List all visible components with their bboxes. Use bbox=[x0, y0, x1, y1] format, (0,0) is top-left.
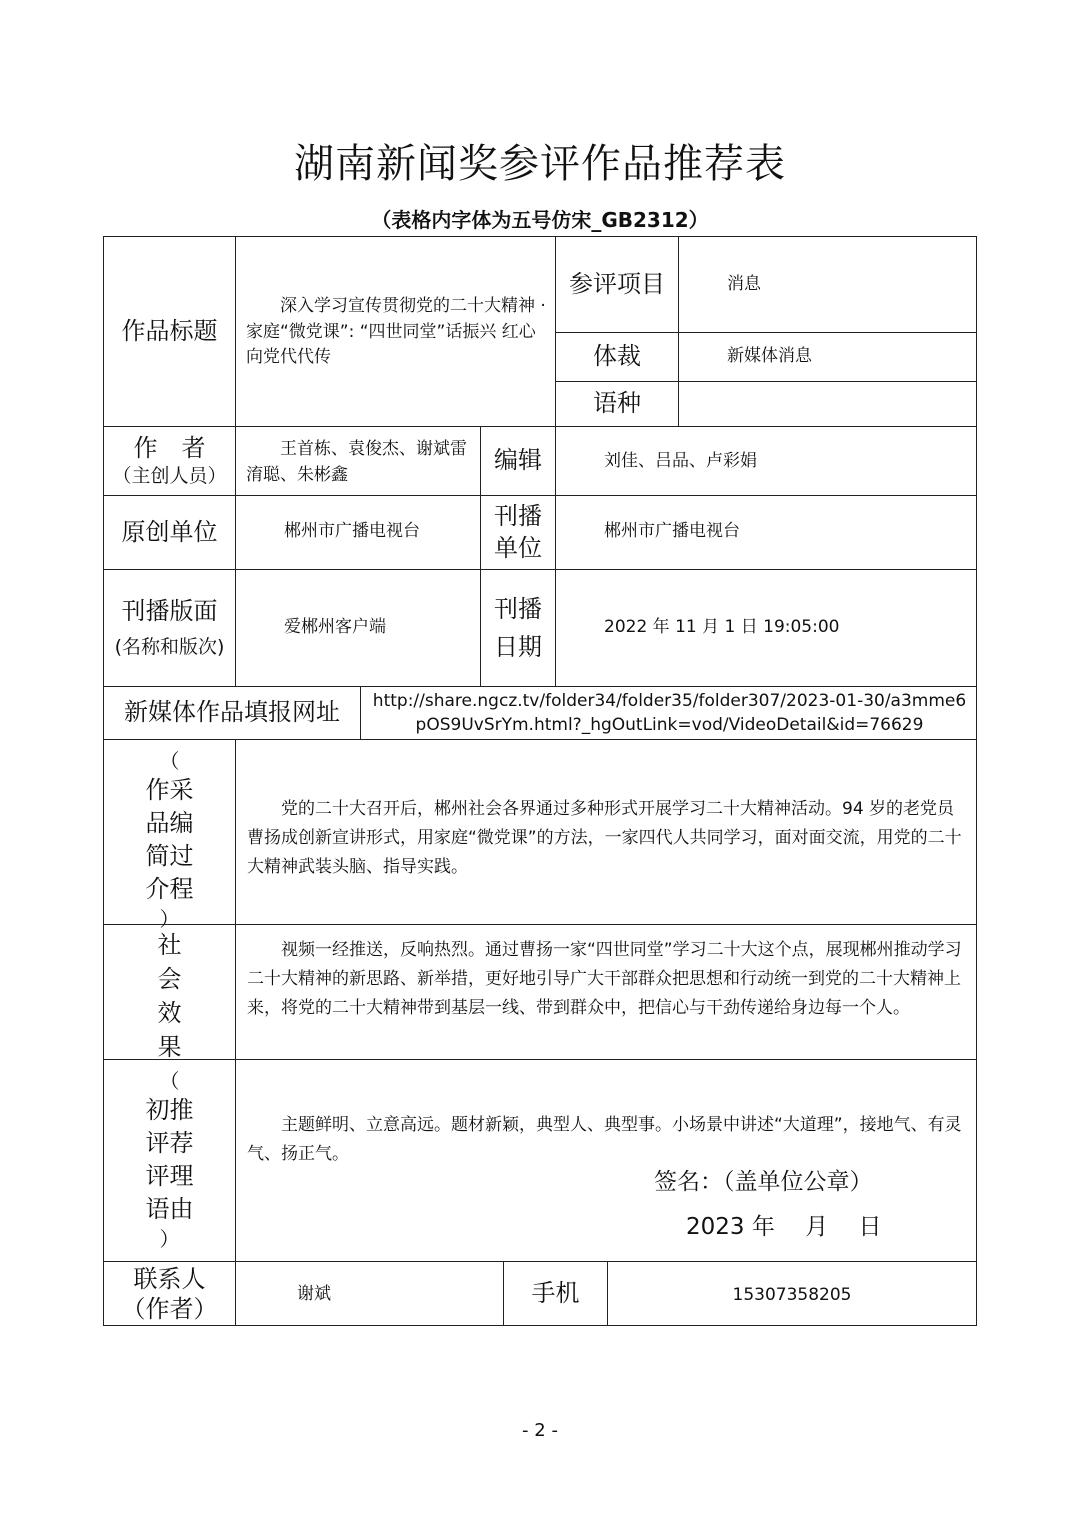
effect-label-line: 效 bbox=[157, 999, 182, 1027]
genre-label: 体裁 bbox=[593, 342, 641, 371]
publish-date-label-2: 日期 bbox=[494, 633, 542, 661]
effect-label-line: 会 bbox=[157, 965, 182, 993]
sign-date: 2023 年 月 日 bbox=[686, 1214, 882, 1240]
page-title: 湖南新闻奖参评作品推荐表 bbox=[294, 141, 786, 187]
page-subtitle: （表格内字体为五号仿宋_GB2312） bbox=[371, 208, 709, 232]
publish-unit-label-2: 单位 bbox=[494, 533, 542, 562]
reason-label-line: 语由 bbox=[145, 1195, 194, 1223]
contact-label-2: （作者） bbox=[121, 1294, 218, 1323]
language-label: 语种 bbox=[593, 389, 641, 418]
reason-label bbox=[104, 1068, 235, 1252]
process-label bbox=[104, 748, 235, 932]
original-unit-label: 原创单位 bbox=[121, 517, 218, 546]
phone-value: 15307358205 bbox=[732, 1285, 852, 1305]
effect-label-line: 果 bbox=[157, 1033, 182, 1061]
signature-line: 签名：（盖单位公章） bbox=[654, 1169, 873, 1195]
publish-unit-value: 郴州市广播电视台 bbox=[604, 521, 740, 541]
work-title-value: 深入学习宣传贯彻党的二十大精神 ·家庭“微党课”: “四世同堂”话振兴 红心向党代代传 bbox=[246, 296, 546, 367]
url-value[interactable]: http://share.ngcz.tv/folder34/folder35/folder307/2023-01-30/a3mme6pOS9UvSrYm.html?_hgOutLink=vod/VideoDetail&id=76629 bbox=[372, 691, 967, 735]
process-label-line: 简过 bbox=[145, 842, 194, 870]
reason-label-line: ） bbox=[159, 1227, 180, 1251]
editor-label: 编辑 bbox=[494, 446, 542, 475]
contact-label-1: 联系人 bbox=[133, 1264, 206, 1293]
publish-unit-label-cell bbox=[481, 496, 555, 569]
publish-date-label-cell bbox=[481, 570, 555, 686]
phone-label: 手机 bbox=[531, 1278, 580, 1307]
editors-value: 刘佳、吕品、卢彩娟 bbox=[604, 451, 757, 471]
work-title-label: 作品标题 bbox=[121, 316, 218, 345]
url-label: 新媒体作品填报网址 bbox=[124, 698, 340, 727]
publish-page-value: 爱郴州客户端 bbox=[284, 617, 386, 637]
category-label: 参评项目 bbox=[569, 269, 665, 298]
process-label-line: ） bbox=[159, 907, 180, 931]
page-number: - 2 - bbox=[522, 1420, 558, 1441]
contact-label-cell bbox=[104, 1262, 235, 1325]
author-label: 作 者 bbox=[133, 434, 206, 463]
publish-date-value: 2022 年 11 月 1 日 19:05:00 bbox=[604, 617, 840, 637]
publish-unit-label-1: 刊播 bbox=[494, 502, 542, 531]
process-label-line: 介程 bbox=[145, 875, 194, 903]
process-label-line: 作采 bbox=[145, 776, 194, 804]
category-value: 消息 bbox=[727, 274, 761, 294]
publish-page-sub-label: (名称和版次) bbox=[114, 636, 225, 659]
publish-date-label-1: 刊播 bbox=[494, 594, 542, 623]
process-text: 党的二十大召开后，郴州社会各界通过多种形式开展学习二十大精神活动。94 岁的老党员曹扬成创新宣讲形式，用家庭“微党课”的方法，一家四代人共同学习，面对面交流，用党的二十大精神武装头脑、指导实践。 bbox=[247, 799, 962, 877]
publish-page-label: 刊播版面 bbox=[121, 597, 218, 626]
effect-label bbox=[104, 928, 235, 1064]
publish-page-label-cell bbox=[104, 570, 235, 686]
process-label-line: 品编 bbox=[145, 809, 194, 837]
reason-label-line: （ bbox=[159, 1069, 180, 1093]
effect-label-line: 社 bbox=[157, 931, 182, 959]
contact-value: 谢斌 bbox=[297, 1284, 331, 1304]
process-label-line: （ bbox=[159, 749, 180, 773]
reason-label-line: 评理 bbox=[145, 1162, 194, 1190]
reason-label-line: 初推 bbox=[145, 1096, 194, 1124]
genre-value: 新媒体消息 bbox=[727, 346, 812, 366]
author-sub-label: （主创人员） bbox=[112, 465, 227, 488]
reason-text: 主题鲜明、立意高远。题材新颖，典型人、典型事。小场景中讲述“大道理”，接地气、有灵气、扬正气。 bbox=[247, 1115, 962, 1164]
authors-value: 王首栋、袁俊杰、谢斌雷淯聪、朱彬鑫 bbox=[246, 439, 467, 485]
reason-label-line: 评荐 bbox=[145, 1129, 194, 1157]
effect-text: 视频一经推送，反响热烈。通过曹扬一家“四世同堂”学习二十大这个点，展现郴州推动学习二十大精神的新思路、新举措，更好地引导广大干部群众把思想和行动统一到党的二十大精神上来，将党的二十大精神带到基层一线、带到群众中，把信心与干劲传递给身边每一个人。 bbox=[247, 940, 962, 1018]
original-unit-value: 郴州市广播电视台 bbox=[284, 521, 420, 541]
author-label-cell bbox=[104, 427, 235, 495]
